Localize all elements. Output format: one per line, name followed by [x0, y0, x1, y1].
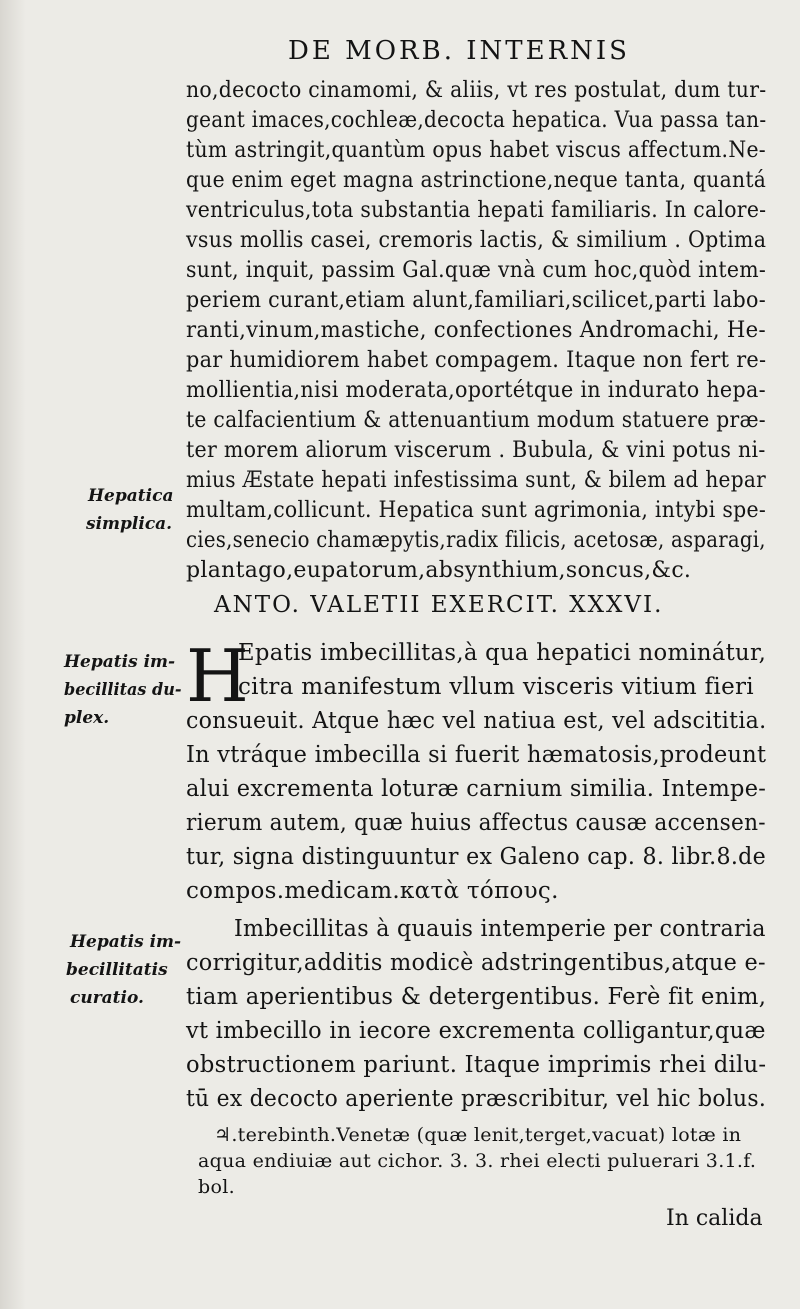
text-line: rierum autem, quæ huius affectus causæ accensen- — [186, 810, 766, 836]
text-line: Epatis imbecillitas,à qua hepatici nominátur, — [238, 640, 767, 666]
text-line: sunt, inquit, passim Gal.quæ vnà cum hoc,quòd intem- — [186, 258, 767, 283]
text-line: mius Æstate hepati infestissima sunt, & bilem ad hepar — [186, 468, 766, 493]
text-line: ranti,vinum,mastiche, confectiones Andromachi, He- — [186, 318, 766, 343]
margin-note-line: becillitas du- — [64, 680, 182, 700]
text-line: no,decocto cinamomi, & aliis, vt res postulat, dum tur- — [186, 78, 767, 103]
text-line: mollientia,nisi moderata,oportétque in indurato hepa- — [186, 378, 766, 403]
text-line: par humidiorem habet compagem. Itaque non fert re- — [186, 348, 767, 373]
text-line: tur, signa distinguuntur ex Galeno cap. 8. libr.8.de — [186, 844, 766, 870]
margin-note-line: Hepatis im- — [70, 932, 182, 952]
margin-note-line: becillitatis — [66, 960, 168, 980]
text-line: tū ex decocto aperiente præscribitur, vel hic bolus. — [186, 1086, 767, 1112]
margin-note-line: curatio. — [70, 988, 144, 1008]
section-heading: ANTO. VALETII EXERCIT. XXXVI. — [214, 592, 664, 618]
text-line: vt imbecillo in iecore excrementa colligantur,quæ — [186, 1018, 766, 1044]
text-line: ventriculus,tota substantia hepati familiaris. In calore- — [186, 198, 767, 223]
margin-note-line: simplica. — [86, 514, 173, 534]
catchword: In calida — [666, 1206, 763, 1231]
margin-note-line: plex. — [64, 708, 110, 728]
text-line: consueuit. Atque hæc vel natiua est, vel adscititia. — [186, 708, 767, 734]
text-line: corrigitur,additis modicè adstringentibus,atque e- — [186, 950, 766, 976]
text-line: ter morem aliorum viscerum . Bubula, & vini potus ni- — [186, 438, 766, 463]
page-gutter-shadow — [0, 0, 26, 1309]
margin-note-line: Hepatis im- — [64, 652, 176, 672]
text-line: obstructionem pariunt. Itaque imprimis rhei dilu- — [186, 1052, 767, 1078]
text-line: plantago,eupatorum,absynthium,soncus,&c. — [186, 558, 692, 583]
text-line: te calfacientium & attenuantium modum statuere præ- — [186, 408, 766, 433]
text-line: vsus mollis casei, cremoris lactis, & similium . Optima — [186, 228, 767, 253]
margin-note-line: Hepatica — [88, 486, 174, 506]
text-line: tùm astringit,quantùm opus habet viscus affectum.Ne- — [186, 138, 766, 163]
text-line: In vtráque imbecilla si fuerit hæmatosis,prodeunt — [186, 742, 767, 768]
text-line: cies,senecio chamæpytis,radix filicis, acetosæ, asparagi, — [186, 528, 766, 553]
running-header: DE MORB. INTERNIS — [288, 36, 630, 66]
recipe-line: ♃.terebinth.Venetæ (quæ lenit,terget,vacuat) lotæ in — [214, 1124, 742, 1146]
text-line: geant imaces,cochleæ,decocta hepatica. Vua passa tan- — [186, 108, 767, 133]
drop-cap: H — [186, 634, 249, 718]
recipe-line: aqua endiuiæ aut cichor. 3. 3. rhei electi puluerari 3.1.f. — [198, 1150, 757, 1172]
text-line: Imbecillitas à quauis intemperie per contraria — [234, 916, 766, 942]
text-line: que enim eget magna astrinctione,neque tanta, quantá — [186, 168, 767, 193]
text-line: alui excrementa loturæ carnium similia. Intempe- — [186, 776, 767, 802]
text-line: tiam aperientibus & detergentibus. Ferè fit enim, — [186, 984, 767, 1010]
text-line: citra manifestum vllum visceris vitium fieri — [238, 674, 754, 700]
text-line: periem curant,etiam alunt,familiari,scilicet,parti labo- — [186, 288, 766, 313]
text-line: compos.medicam.κατὰ τόπους. — [186, 878, 559, 904]
recipe-line: bol. — [198, 1176, 235, 1198]
text-line: multam,collicunt. Hepatica sunt agrimonia, intybi spe- — [186, 498, 766, 523]
